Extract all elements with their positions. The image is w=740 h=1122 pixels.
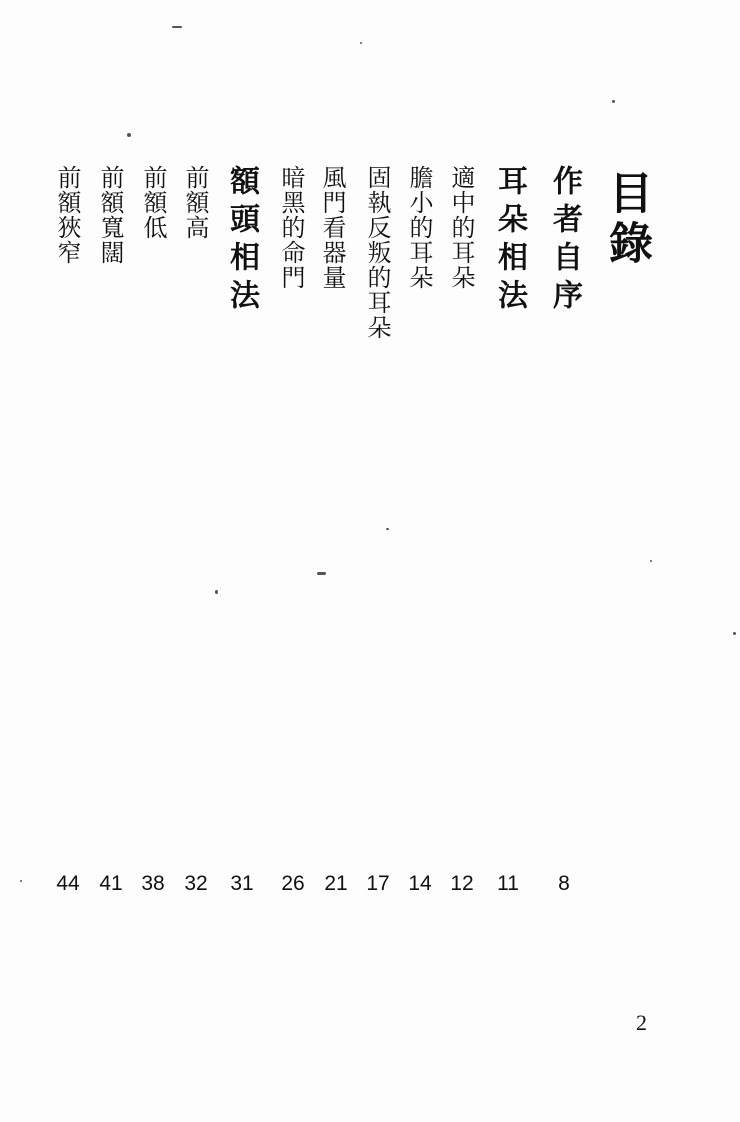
scan-speck	[612, 100, 615, 103]
page-number: 2	[636, 1010, 647, 1035]
toc-entry-0: 作者自序	[547, 165, 582, 317]
toc-entry-7: 額頭相法	[224, 165, 259, 317]
toc-entry-10: 前額寬闊	[96, 165, 124, 265]
toc-page-11: 44	[56, 872, 80, 895]
scan-speck	[650, 560, 652, 562]
toc-page-5: 21	[324, 872, 348, 895]
scan-speck	[172, 26, 182, 28]
toc-page-0: 8	[558, 872, 570, 895]
toc-entry-6: 暗黑的命門	[277, 165, 305, 290]
toc-page-1: 11	[497, 872, 519, 895]
scan-speck	[215, 590, 218, 594]
toc-entry-3: 膽小的耳朵	[405, 165, 433, 290]
toc-page-7: 31	[230, 872, 254, 895]
scan-speck	[360, 42, 362, 44]
toc-page-9: 38	[141, 872, 165, 895]
scan-speck	[386, 528, 389, 530]
scan-speck	[127, 133, 131, 137]
toc-entry-11: 前額狹窄	[53, 165, 81, 265]
toc-page-6: 26	[281, 872, 305, 895]
toc-entry-4: 固執反叛的耳朵	[363, 165, 391, 340]
scan-speck	[20, 880, 22, 882]
toc-page-10: 41	[99, 872, 123, 895]
toc-entry-5: 風門看器量	[318, 165, 346, 290]
toc-page-3: 14	[408, 872, 432, 895]
toc-entry-1: 耳朵相法	[492, 165, 527, 317]
toc-entry-9: 前額低	[139, 165, 167, 240]
toc-page-8: 32	[184, 872, 208, 895]
scan-speck	[317, 572, 326, 575]
toc-entry-8: 前額高	[181, 165, 209, 240]
toc-title: 目錄	[601, 170, 652, 270]
toc-page-2: 12	[450, 872, 474, 895]
toc-entry-2: 適中的耳朵	[447, 165, 475, 290]
toc-page-4: 17	[366, 872, 390, 895]
scan-speck	[733, 632, 736, 635]
